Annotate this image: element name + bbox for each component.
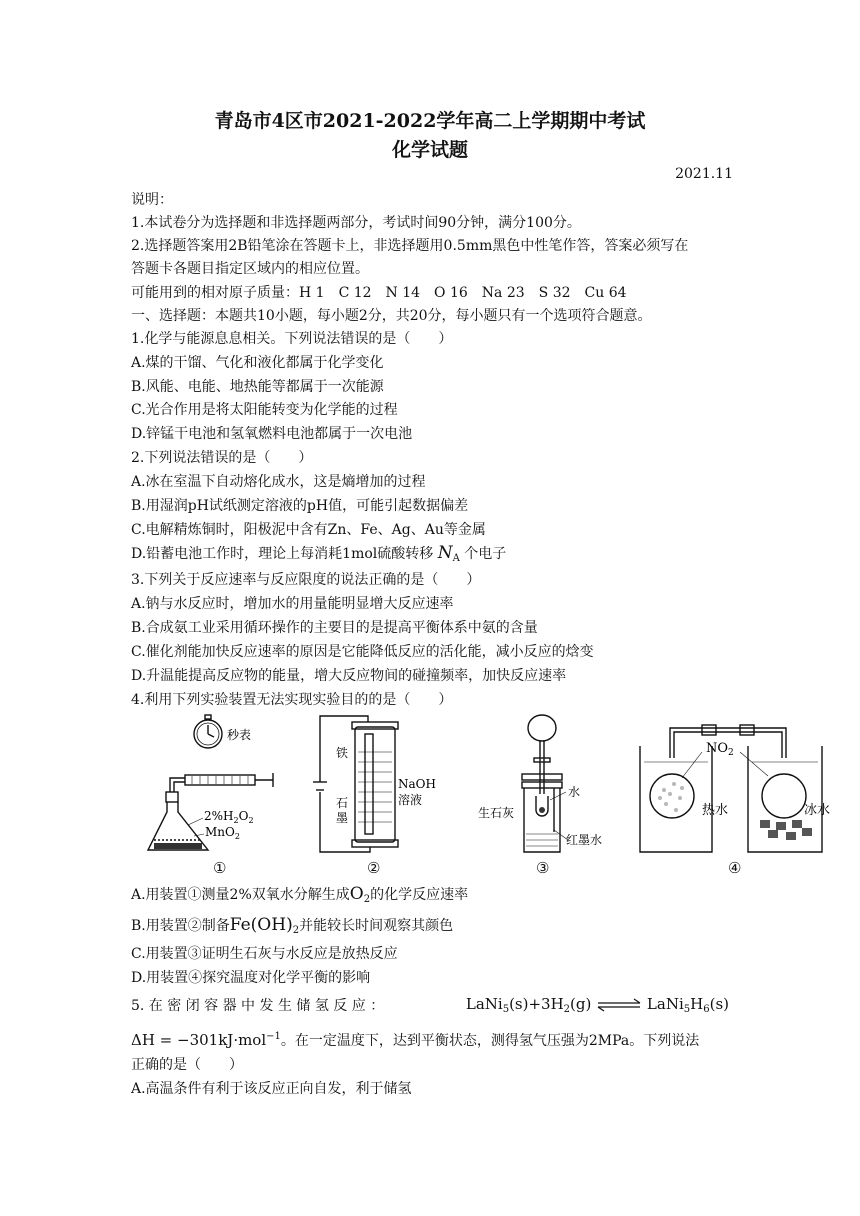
- apparatus-2-figure: [310, 712, 436, 857]
- q1-option-a: A.煤的干馏、气化和液化都属于化学变化: [131, 355, 384, 371]
- apparatus-3-figure: [474, 712, 614, 857]
- q1-stem: 1.化学与能源息息相关。下列说法错误的是（ ）: [131, 331, 453, 347]
- q4-stem: 4.利用下列实验装置无法实现实验目的的是（ ）: [131, 692, 453, 708]
- exam-subtitle: 化学试题: [391, 139, 468, 161]
- hot-water-label: 热水: [702, 803, 729, 818]
- q5-stem-line1: 5. 在 密 闭 容 器 中 发 生 储 氢 反 应 ： $LaNi_5(s)+3H_2(g)$ $LaNi_5H_6(s)$: [131, 995, 729, 1015]
- q5-option-a: A.高温条件有利于该反应正向自发，利于储氢: [131, 1081, 412, 1097]
- note-2a: 2.选择题答案用2B铅笔涂在答题卡上，非选择题用0.5mm黑色中性笔作答，答案必须写在: [131, 238, 689, 254]
- apparatus-1-figure: [148, 712, 298, 857]
- q3-option-c: C.催化剂能加快反应速率的原因是它能降低反应的活化能，减小反应的焓变: [131, 644, 594, 660]
- lime-label: 生石灰: [478, 806, 515, 820]
- ink-label: 红墨水: [566, 833, 603, 847]
- atomic-masses: 可能用到的相对原子质量：H 1 C 12 N 14 O 16 Na 23 S 32 Cu 64: [131, 285, 627, 301]
- q3-stem: 3.下列关于反应速率与反应限度的说法正确的是（ ）: [131, 572, 481, 588]
- h2o2-label: $2\%H_2O_2$: [204, 809, 254, 825]
- iron-label: 铁: [336, 746, 349, 760]
- solution-label: 溶液: [398, 793, 423, 807]
- q5-equation: $LaNi_5(s)+3H_2(g)$ $LaNi_5H_6(s)$: [465, 995, 729, 1015]
- q4-option-c: C.用装置③证明生石灰与水反应是放热反应: [131, 946, 398, 962]
- graphite-label-2: 墨: [336, 811, 349, 825]
- q2-option-a: A.冰在室温下自动熔化成水，这是熵增加的过程: [131, 474, 426, 490]
- q4-option-b: B.用装置②制备$Fe(OH)_2$并能较长时间观察其颜色: [131, 915, 454, 936]
- figure-4-number: ④: [728, 859, 742, 877]
- figure-3-number: ③: [536, 859, 550, 877]
- ice-water-label: 冰水: [804, 803, 831, 818]
- figure-2-number: ②: [367, 859, 381, 877]
- apparatus-4-figure: [636, 712, 836, 857]
- figure-1-number: ①: [213, 859, 227, 877]
- q5-stem-line3: 正确的是（ ）: [131, 1057, 243, 1073]
- naoh-label: NaOH: [398, 777, 436, 791]
- note-1: 1.本试卷分为选择题和非选择题两部分，考试时间90分钟，满分100分。: [131, 215, 581, 231]
- section-1-heading: 一、选择题：本题共10小题，每小题2分，共20分，每小题只有一个选项符合题意。: [131, 308, 652, 324]
- notes-heading: 说明：: [131, 192, 173, 208]
- q1-option-c: C.光合作用是将太阳能转变为化学能的过程: [131, 402, 398, 418]
- exam-title: 青岛市4区市2021-2022学年高二上学期期中考试: [214, 110, 646, 132]
- graphite-label-1: 石: [336, 796, 349, 810]
- q3-option-d: D.升温能提高反应物的能量，增大反应物间的碰撞频率，加快反应速率: [131, 668, 567, 684]
- q2-stem: 2.下列说法错误的是（ ）: [131, 450, 313, 466]
- no2-label: $NO_2$: [706, 741, 734, 758]
- exam-date: 2021.11: [675, 166, 733, 182]
- mno2-label: MnO$_2$: [205, 825, 240, 841]
- avogadro-symbol: N: [437, 543, 453, 563]
- q2-option-d: D.铅蓄电池工作时，理论上每消耗1mol硫酸转移 $N_A$ 个电子: [131, 543, 507, 564]
- note-2b: 答题卡各题目指定区域内的相应位置。: [131, 261, 369, 277]
- q3-option-a: A.钠与水反应时，增加水的用量能明显增大反应速率: [131, 596, 454, 612]
- q1-option-b: B.风能、电能、地热能等都属于一次能源: [131, 379, 384, 395]
- q4-option-d: D.用装置④探究温度对化学平衡的影响: [131, 970, 371, 986]
- q3-option-b: B.合成氨工业采用循环操作的主要目的是提高平衡体系中氨的含量: [131, 620, 538, 636]
- q1-option-d: D.锌锰干电池和氢氧燃料电池都属于一次电池: [131, 426, 413, 442]
- equilibrium-arrow-icon: [596, 999, 642, 1011]
- timer-label: 秒表: [227, 728, 252, 742]
- q4-option-a: A.用装置①测量2%双氧水分解生成$O_2$的化学反应速率: [131, 884, 469, 905]
- water-label: 水: [568, 785, 581, 799]
- q5-stem-line2: ΔH = −301kJ·mol$^{-1}$。在一定温度下，达到平衡状态，测得氢气压强为2MPa。下列说法: [131, 1031, 700, 1049]
- q2-option-b: B.用湿润pH试纸测定溶液的pH值，可能引起数据偏差: [131, 498, 469, 514]
- q2-option-c: C.电解精炼铜时，阳极泥中含有Zn、Fe、Ag、Au等金属: [131, 522, 486, 538]
